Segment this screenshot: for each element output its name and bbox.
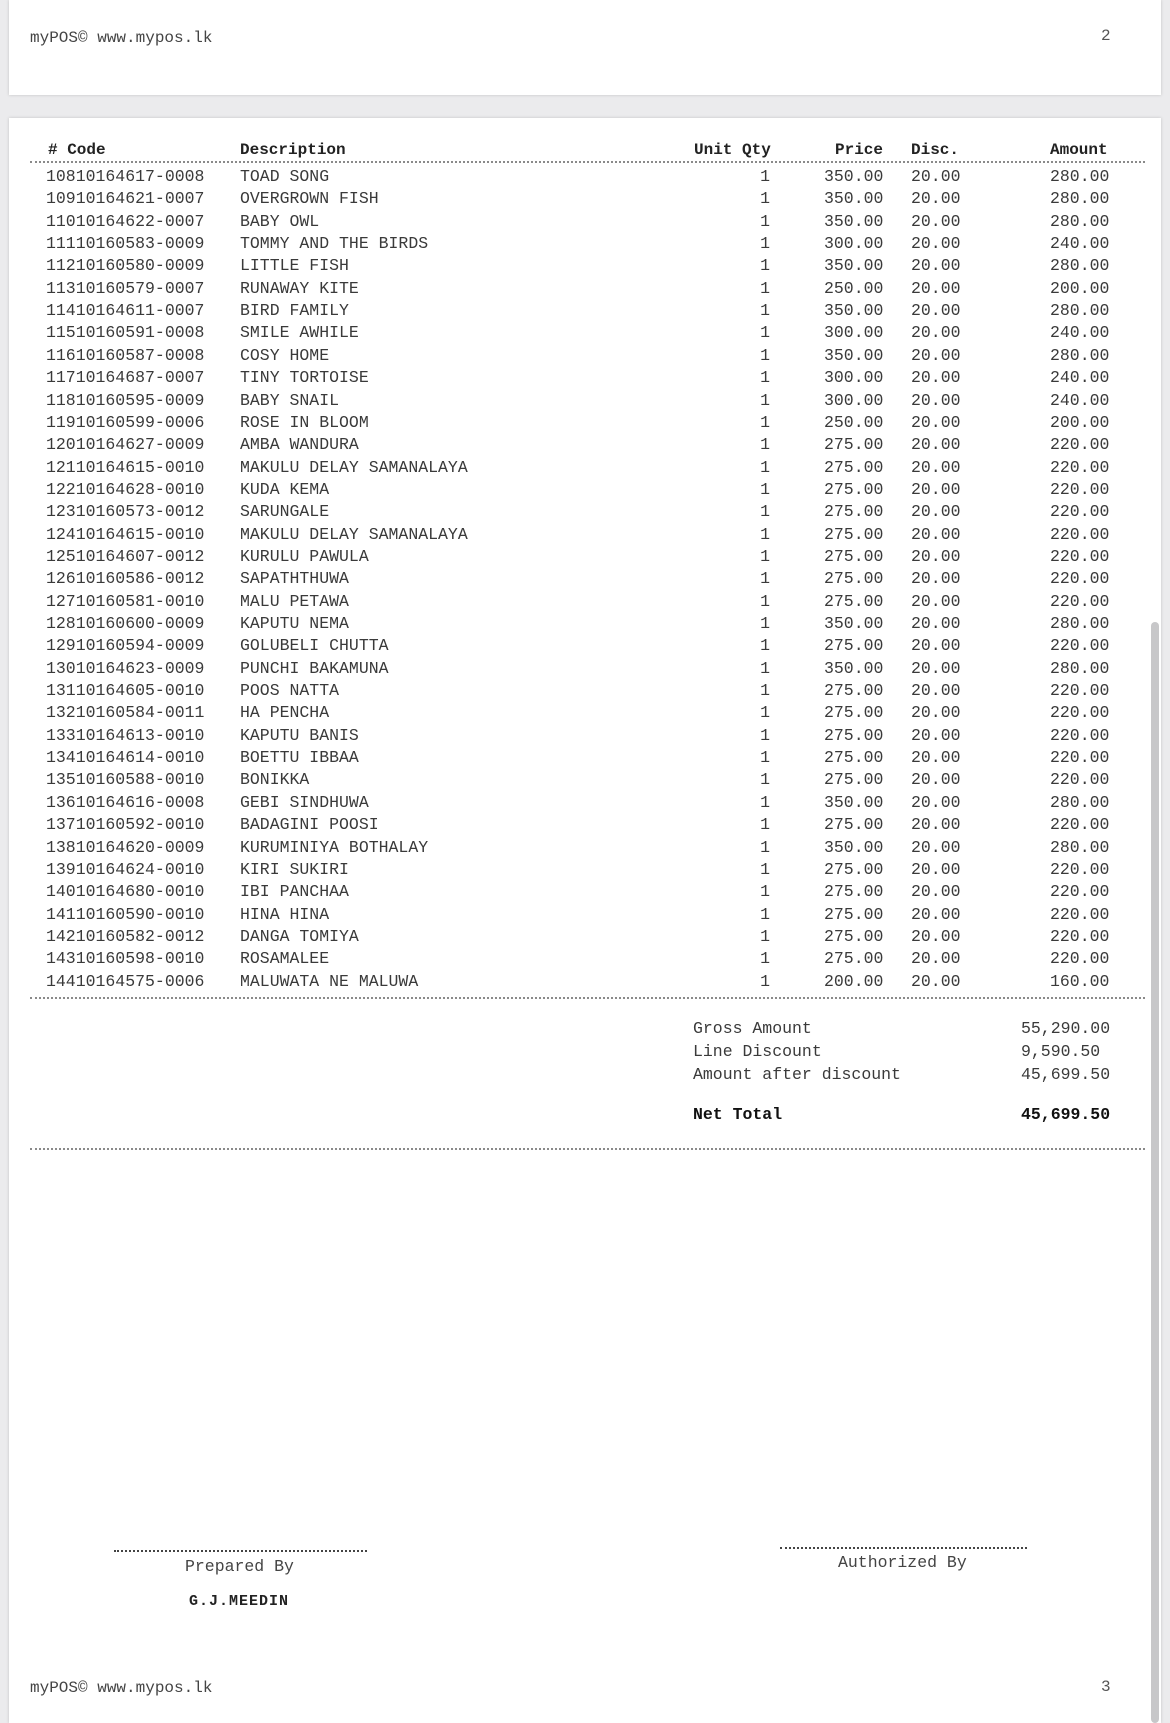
item-amount: 280.00 <box>1050 658 1110 678</box>
header-description: Description <box>240 141 346 159</box>
item-qty: 1 <box>760 211 770 231</box>
item-qty: 1 <box>760 971 770 991</box>
item-price: 275.00 <box>824 479 884 499</box>
item-code: 12710160581-0010 <box>46 591 205 611</box>
item-price: 350.00 <box>824 301 884 321</box>
table-row <box>0 569 1170 591</box>
table-row <box>0 301 1170 323</box>
item-code: 12010164627-0009 <box>46 435 205 455</box>
item-amount: 280.00 <box>1050 614 1110 633</box>
item-discount: 20.00 <box>911 234 961 254</box>
item-price: 300.00 <box>824 368 884 388</box>
item-code: 13010164623-0009 <box>46 658 205 678</box>
prepared-signature-line <box>114 1550 367 1552</box>
prepared-by-name: G.J.MEEDIN <box>189 1593 290 1610</box>
item-amount: 280.00 <box>1050 345 1110 365</box>
item-amount: 240.00 <box>1050 323 1110 343</box>
header-divider <box>30 161 1145 163</box>
item-qty: 1 <box>760 301 770 321</box>
item-description: SMILE AWHILE <box>240 323 359 343</box>
item-discount: 20.00 <box>911 658 961 678</box>
item-discount: 20.00 <box>911 189 961 209</box>
item-amount: 220.00 <box>1050 569 1110 589</box>
item-code: 12910160594-0009 <box>46 636 205 656</box>
item-price: 275.00 <box>824 435 884 455</box>
item-qty: 1 <box>760 636 770 656</box>
item-description: TOMMY AND THE BIRDS <box>240 234 429 254</box>
table-row <box>0 435 1170 457</box>
header-code: # Code <box>48 141 106 159</box>
item-amount: 220.00 <box>1050 904 1110 924</box>
item-code: 10910164621-0007 <box>46 189 205 209</box>
items-divider <box>30 997 1145 999</box>
table-row <box>0 346 1170 368</box>
item-qty: 1 <box>760 882 770 902</box>
item-qty: 1 <box>760 546 770 566</box>
item-discount: 20.00 <box>911 725 961 745</box>
item-code: 14210160582-0012 <box>46 926 205 946</box>
item-description: KAPUTU NEMA <box>240 614 349 633</box>
item-discount: 20.00 <box>911 368 961 388</box>
authorized-by-label: Authorized By <box>838 1553 967 1572</box>
item-code: 11610160587-0008 <box>46 345 205 365</box>
summary-divider <box>30 1148 1145 1150</box>
table-row <box>0 458 1170 480</box>
item-code: 11110160583-0009 <box>46 234 205 254</box>
item-qty: 1 <box>760 167 770 186</box>
item-price: 275.00 <box>824 748 884 768</box>
item-price: 350.00 <box>824 614 884 633</box>
item-description: RUNAWAY KITE <box>240 278 359 298</box>
table-row <box>0 636 1170 658</box>
item-code: 13310164613-0010 <box>46 725 205 745</box>
item-code: 14010164680-0010 <box>46 882 205 902</box>
item-price: 275.00 <box>824 725 884 745</box>
item-amount: 200.00 <box>1050 278 1110 298</box>
item-price: 275.00 <box>824 636 884 656</box>
item-price: 275.00 <box>824 926 884 946</box>
item-amount: 220.00 <box>1050 681 1110 701</box>
table-row <box>0 770 1170 792</box>
item-qty: 1 <box>760 792 770 812</box>
item-qty: 1 <box>760 189 770 209</box>
item-qty: 1 <box>760 591 770 611</box>
item-description: SAPATHTHUWA <box>240 569 349 589</box>
item-amount: 280.00 <box>1050 189 1110 209</box>
gross-amount-value: 55,290.00 <box>1021 1019 1111 1038</box>
item-qty: 1 <box>760 368 770 388</box>
header-unit-qty: Unit Qty <box>694 141 771 159</box>
item-amount: 220.00 <box>1050 502 1110 522</box>
table-row <box>0 413 1170 435</box>
item-discount: 20.00 <box>911 591 961 611</box>
item-price: 300.00 <box>824 323 884 343</box>
item-qty: 1 <box>760 256 770 276</box>
item-discount: 20.00 <box>911 345 961 365</box>
item-amount: 280.00 <box>1050 837 1110 857</box>
item-discount: 20.00 <box>911 971 961 991</box>
item-qty: 1 <box>760 457 770 477</box>
item-code: 12810160600-0009 <box>46 614 205 633</box>
item-price: 350.00 <box>824 256 884 276</box>
item-code: 13810164620-0009 <box>46 837 205 857</box>
item-code: 14310160598-0010 <box>46 949 205 969</box>
table-row <box>0 391 1170 413</box>
item-price: 275.00 <box>824 546 884 566</box>
item-discount: 20.00 <box>911 681 961 701</box>
item-amount: 220.00 <box>1050 524 1110 544</box>
item-description: MALU PETAWA <box>240 591 349 611</box>
table-row <box>0 681 1170 703</box>
item-price: 250.00 <box>824 278 884 298</box>
item-qty: 1 <box>760 658 770 678</box>
item-qty: 1 <box>760 390 770 410</box>
item-amount: 220.00 <box>1050 748 1110 768</box>
item-description: KAPUTU BANIS <box>240 725 359 745</box>
item-amount: 160.00 <box>1050 971 1110 991</box>
table-row <box>0 838 1170 860</box>
item-description: ROSE IN BLOOM <box>240 412 369 432</box>
item-amount: 220.00 <box>1050 457 1110 477</box>
item-description: MALUWATA NE MALUWA <box>240 971 419 991</box>
item-qty: 1 <box>760 926 770 946</box>
item-amount: 220.00 <box>1050 636 1110 656</box>
item-discount: 20.00 <box>911 815 961 835</box>
item-description: ROSAMALEE <box>240 949 330 969</box>
item-amount: 220.00 <box>1050 949 1110 969</box>
item-description: HA PENCHA <box>240 703 330 723</box>
table-row <box>0 189 1170 211</box>
table-row <box>0 212 1170 234</box>
table-row <box>0 815 1170 837</box>
item-qty: 1 <box>760 859 770 879</box>
item-discount: 20.00 <box>911 859 961 879</box>
item-amount: 220.00 <box>1050 859 1110 879</box>
item-price: 350.00 <box>824 211 884 231</box>
item-description: DANGA TOMIYA <box>240 926 359 946</box>
item-price: 275.00 <box>824 681 884 701</box>
table-row <box>0 256 1170 278</box>
header-amount: Amount <box>1050 141 1108 159</box>
table-row <box>0 905 1170 927</box>
page-number: 2 <box>1101 27 1111 45</box>
item-price: 350.00 <box>824 345 884 365</box>
item-price: 275.00 <box>824 703 884 723</box>
item-price: 300.00 <box>824 234 884 254</box>
item-discount: 20.00 <box>911 256 961 276</box>
item-description: AMBA WANDURA <box>240 435 359 455</box>
item-price: 275.00 <box>824 502 884 522</box>
item-code: 10810164617-0008 <box>46 167 205 186</box>
item-discount: 20.00 <box>911 502 961 522</box>
item-discount: 20.00 <box>911 301 961 321</box>
item-price: 300.00 <box>824 390 884 410</box>
item-code: 11010164622-0007 <box>46 211 205 231</box>
item-qty: 1 <box>760 949 770 969</box>
item-price: 350.00 <box>824 189 884 209</box>
item-discount: 20.00 <box>911 435 961 455</box>
item-description: MAKULU DELAY SAMANALAYA <box>240 524 468 544</box>
item-description: IBI PANCHAA <box>240 882 349 902</box>
vertical-scrollbar[interactable] <box>1151 622 1159 1723</box>
item-amount: 240.00 <box>1050 234 1110 254</box>
item-qty: 1 <box>760 412 770 432</box>
net-total-label: Net Total <box>693 1105 783 1124</box>
item-description: KIRI SUKIRI <box>240 859 349 879</box>
item-qty: 1 <box>760 681 770 701</box>
item-description: GOLUBELI CHUTTA <box>240 636 389 656</box>
line-discount-label: Line Discount <box>693 1042 822 1061</box>
item-description: BABY SNAIL <box>240 390 340 410</box>
item-price: 200.00 <box>824 971 884 991</box>
authorized-signature-line <box>780 1547 1027 1549</box>
item-description: OVERGROWN FISH <box>240 189 379 209</box>
gross-amount-label: Gross Amount <box>693 1019 812 1038</box>
table-row <box>0 547 1170 569</box>
item-qty: 1 <box>760 614 770 633</box>
item-amount: 280.00 <box>1050 211 1110 231</box>
item-description: KUDA KEMA <box>240 479 330 499</box>
item-code: 12110164615-0010 <box>46 457 205 477</box>
table-header <box>0 141 1170 161</box>
item-discount: 20.00 <box>911 770 961 790</box>
item-qty: 1 <box>760 837 770 857</box>
item-discount: 20.00 <box>911 167 961 186</box>
item-amount: 280.00 <box>1050 792 1110 812</box>
after-discount-value: 45,699.50 <box>1021 1065 1111 1084</box>
item-code: 11210160580-0009 <box>46 256 205 276</box>
item-price: 275.00 <box>824 859 884 879</box>
item-amount: 220.00 <box>1050 703 1110 723</box>
table-row <box>0 793 1170 815</box>
previous-page-fragment <box>9 0 1161 95</box>
item-price: 275.00 <box>824 569 884 589</box>
item-description: TINY TORTOISE <box>240 368 369 388</box>
table-row <box>0 592 1170 614</box>
item-code: 11410164611-0007 <box>46 301 205 321</box>
item-description: COSY HOME <box>240 345 330 365</box>
line-discount-value: 9,590.50 <box>1021 1042 1101 1061</box>
item-qty: 1 <box>760 502 770 522</box>
item-price: 350.00 <box>824 167 884 186</box>
item-discount: 20.00 <box>911 614 961 633</box>
item-code: 11310160579-0007 <box>46 278 205 298</box>
item-code: 13210160584-0011 <box>46 703 205 723</box>
table-row <box>0 234 1170 256</box>
item-discount: 20.00 <box>911 524 961 544</box>
item-description: BIRD FAMILY <box>240 301 349 321</box>
item-discount: 20.00 <box>911 569 961 589</box>
item-discount: 20.00 <box>911 748 961 768</box>
header-price: Price <box>835 141 884 159</box>
item-code: 13510160588-0010 <box>46 770 205 790</box>
item-qty: 1 <box>760 479 770 499</box>
item-description: LITTLE FISH <box>240 256 349 276</box>
table-row <box>0 368 1170 390</box>
item-code: 12610160586-0012 <box>46 569 205 589</box>
item-amount: 200.00 <box>1050 412 1110 432</box>
item-discount: 20.00 <box>911 837 961 857</box>
item-qty: 1 <box>760 234 770 254</box>
item-discount: 20.00 <box>911 546 961 566</box>
item-code: 13110164605-0010 <box>46 681 205 701</box>
item-code: 12510164607-0012 <box>46 546 205 566</box>
item-code: 11810160595-0009 <box>46 390 205 410</box>
table-row <box>0 659 1170 681</box>
table-row <box>0 614 1170 636</box>
item-code: 14110160590-0010 <box>46 904 205 924</box>
item-description: KURULU PAWULA <box>240 546 369 566</box>
table-row <box>0 323 1170 345</box>
table-row <box>0 502 1170 524</box>
item-discount: 20.00 <box>911 703 961 723</box>
item-code: 13610164616-0008 <box>46 792 205 812</box>
item-price: 350.00 <box>824 837 884 857</box>
item-qty: 1 <box>760 725 770 745</box>
item-qty: 1 <box>760 345 770 365</box>
item-discount: 20.00 <box>911 412 961 432</box>
item-description: BADAGINI POOSI <box>240 815 379 835</box>
item-discount: 20.00 <box>911 882 961 902</box>
item-qty: 1 <box>760 703 770 723</box>
table-row <box>0 480 1170 502</box>
item-amount: 220.00 <box>1050 435 1110 455</box>
item-price: 275.00 <box>824 524 884 544</box>
table-row <box>0 748 1170 770</box>
item-discount: 20.00 <box>911 904 961 924</box>
item-amount: 220.00 <box>1050 815 1110 835</box>
item-description: PUNCHI BAKAMUNA <box>240 658 389 678</box>
item-qty: 1 <box>760 278 770 298</box>
item-amount: 220.00 <box>1050 546 1110 566</box>
item-price: 350.00 <box>824 658 884 678</box>
item-amount: 220.00 <box>1050 725 1110 745</box>
item-qty: 1 <box>760 524 770 544</box>
page-number: 3 <box>1101 1678 1111 1696</box>
table-row <box>0 726 1170 748</box>
net-total-value: 45,699.50 <box>1021 1105 1111 1124</box>
item-description: SARUNGALE <box>240 502 330 522</box>
table-row <box>0 525 1170 547</box>
item-description: TOAD SONG <box>240 167 330 186</box>
item-description: BABY OWL <box>240 211 320 231</box>
item-amount: 240.00 <box>1050 368 1110 388</box>
item-price: 250.00 <box>824 412 884 432</box>
item-discount: 20.00 <box>911 323 961 343</box>
item-qty: 1 <box>760 904 770 924</box>
item-price: 275.00 <box>824 591 884 611</box>
item-description: KURUMINIYA BOTHALAY <box>240 837 429 857</box>
item-discount: 20.00 <box>911 636 961 656</box>
item-price: 275.00 <box>824 904 884 924</box>
item-discount: 20.00 <box>911 926 961 946</box>
item-code: 14410164575-0006 <box>46 971 205 991</box>
item-code: 12310160573-0012 <box>46 502 205 522</box>
item-description: MAKULU DELAY SAMANALAYA <box>240 457 468 477</box>
item-code: 11910160599-0006 <box>46 412 205 432</box>
item-discount: 20.00 <box>911 390 961 410</box>
item-code: 13410164614-0010 <box>46 748 205 768</box>
item-discount: 20.00 <box>911 278 961 298</box>
item-discount: 20.00 <box>911 949 961 969</box>
item-code: 11510160591-0008 <box>46 323 205 343</box>
page-brand-text: myPOS© www.mypos.lk <box>30 29 213 47</box>
item-qty: 1 <box>760 770 770 790</box>
table-row <box>0 927 1170 949</box>
item-qty: 1 <box>760 748 770 768</box>
item-code: 12210164628-0010 <box>46 479 205 499</box>
item-code: 13910164624-0010 <box>46 859 205 879</box>
item-amount: 280.00 <box>1050 256 1110 276</box>
table-row <box>0 703 1170 725</box>
item-amount: 220.00 <box>1050 479 1110 499</box>
table-row <box>0 860 1170 882</box>
item-code: 12410164615-0010 <box>46 524 205 544</box>
item-amount: 280.00 <box>1050 301 1110 321</box>
table-row <box>0 949 1170 971</box>
item-qty: 1 <box>760 569 770 589</box>
table-row <box>0 279 1170 301</box>
item-description: GEBI SINDHUWA <box>240 792 369 812</box>
item-discount: 20.00 <box>911 792 961 812</box>
item-price: 275.00 <box>824 949 884 969</box>
item-amount: 220.00 <box>1050 770 1110 790</box>
table-row <box>0 167 1170 189</box>
page-brand-text: myPOS© www.mypos.lk <box>30 1679 213 1697</box>
item-qty: 1 <box>760 815 770 835</box>
item-qty: 1 <box>760 323 770 343</box>
item-amount: 240.00 <box>1050 390 1110 410</box>
prepared-by-label: Prepared By <box>185 1557 294 1576</box>
table-row <box>0 882 1170 904</box>
item-code: 11710164687-0007 <box>46 368 205 388</box>
after-discount-label: Amount after discount <box>693 1065 901 1084</box>
item-discount: 20.00 <box>911 211 961 231</box>
item-price: 350.00 <box>824 792 884 812</box>
item-description: BOETTU IBBAA <box>240 748 359 768</box>
item-description: HINA HINA <box>240 904 330 924</box>
item-amount: 220.00 <box>1050 926 1110 946</box>
header-disc: Disc. <box>911 141 960 159</box>
item-qty: 1 <box>760 435 770 455</box>
item-code: 13710160592-0010 <box>46 815 205 835</box>
item-price: 275.00 <box>824 770 884 790</box>
table-row <box>0 972 1170 994</box>
item-description: POOS NATTA <box>240 681 340 701</box>
item-description: BONIKKA <box>240 770 310 790</box>
item-discount: 20.00 <box>911 479 961 499</box>
item-discount: 20.00 <box>911 457 961 477</box>
item-price: 275.00 <box>824 457 884 477</box>
item-price: 275.00 <box>824 882 884 902</box>
item-amount: 220.00 <box>1050 591 1110 611</box>
item-amount: 280.00 <box>1050 167 1110 186</box>
item-amount: 220.00 <box>1050 882 1110 902</box>
item-price: 275.00 <box>824 815 884 835</box>
